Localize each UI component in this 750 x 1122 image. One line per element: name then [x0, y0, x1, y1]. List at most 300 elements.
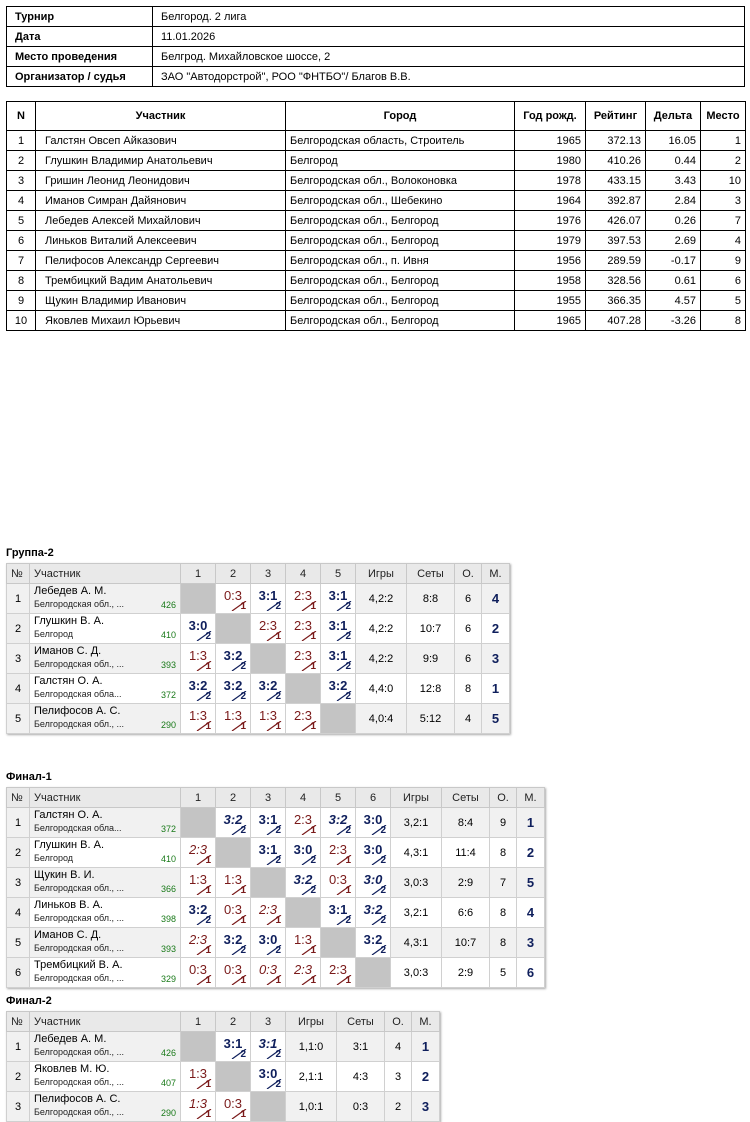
match-result-cell — [251, 838, 286, 868]
group-title: Финал-2 — [6, 995, 52, 1007]
participant-name: Щукин Владимир Иванович — [36, 291, 286, 311]
match-result-cell — [216, 868, 251, 898]
group-row — [7, 838, 545, 868]
participants-table — [6, 101, 746, 331]
match-result-cell — [321, 868, 356, 898]
match-result-cell — [181, 1062, 216, 1092]
player-name: Яковлев М. Ю. — [34, 1062, 110, 1075]
match-score: 3:1 — [258, 812, 278, 827]
participant-city: Белгородская обл., Белгород — [286, 291, 515, 311]
group-row — [7, 928, 545, 958]
col-header-points: О. — [385, 1012, 412, 1032]
points-cell: 5 — [490, 958, 517, 988]
group-row — [7, 584, 510, 614]
player-city: Белгородская обла... — [34, 822, 122, 833]
col-header-opponent: 4 — [286, 564, 321, 584]
match-score: 3:1 — [328, 902, 348, 917]
sets-cell: 8:8 — [407, 584, 455, 614]
match-score: 2:3 — [293, 812, 313, 827]
sets-cell: 12:8 — [407, 674, 455, 704]
match-result-cell — [286, 958, 321, 988]
place-cell: 5 — [482, 704, 510, 734]
match-points: 2 — [240, 1049, 246, 1060]
match-result-cell — [321, 898, 356, 928]
match-score: 3:2 — [188, 902, 208, 917]
match-score: 3:2 — [223, 932, 243, 947]
match-result-cell — [181, 704, 216, 734]
participant-city: Белгородская обл., п. Ивня — [286, 251, 515, 271]
match-score: 3:2 — [328, 678, 348, 693]
match-result-cell — [251, 958, 286, 988]
col-header-player: Участник — [30, 788, 181, 808]
match-result-cell — [251, 674, 286, 704]
match-result-cell — [181, 614, 216, 644]
participant-delta: -0.17 — [646, 251, 701, 271]
match-result-cell — [216, 674, 251, 704]
match-points: 1 — [240, 601, 246, 612]
match-score: 1:3 — [188, 1096, 208, 1111]
col-header-opponent: 5 — [321, 564, 356, 584]
participant-delta: -3.26 — [646, 311, 701, 331]
diagonal-cell — [216, 614, 251, 644]
match-result-cell — [181, 868, 216, 898]
row-number: 4 — [7, 898, 30, 928]
place-cell: 2 — [412, 1062, 440, 1092]
match-result-cell — [286, 614, 321, 644]
participant-rating: 372.13 — [586, 131, 646, 151]
points-cell: 9 — [490, 808, 517, 838]
col-header-opponent: 1 — [181, 788, 216, 808]
match-result-cell — [321, 958, 356, 988]
place-cell: 4 — [517, 898, 545, 928]
diagonal-cell — [356, 958, 391, 988]
participant-delta: 0.26 — [646, 211, 701, 231]
match-points: 2 — [345, 915, 351, 926]
participant-birth-year: 1958 — [515, 271, 586, 291]
sets-cell: 6:6 — [442, 898, 490, 928]
player-city: Белгород — [34, 852, 74, 863]
col-header-opponent: 1 — [181, 1012, 216, 1032]
info-key: Турнир — [7, 7, 153, 27]
participant-city: Белгородская обл., Белгород — [286, 211, 515, 231]
group-row — [7, 1062, 440, 1092]
match-points: 1 — [205, 661, 211, 672]
player-name: Пелифосов А. С. — [34, 1092, 121, 1105]
match-points: 1 — [310, 721, 316, 732]
sets-cell: 0:3 — [337, 1092, 385, 1122]
col-header-opponent: 4 — [286, 788, 321, 808]
match-score: 0:3 — [223, 902, 243, 917]
player-city: Белгородская обл., ... — [34, 972, 125, 983]
games-cell: 3,2:1 — [391, 808, 442, 838]
row-number: 1 — [7, 808, 30, 838]
player-city: Белгородская обл., ... — [34, 718, 125, 729]
participant-delta: 2.69 — [646, 231, 701, 251]
match-points: 1 — [205, 855, 211, 866]
col-header-place: М. — [517, 788, 545, 808]
col-header-place: М. — [482, 564, 510, 584]
match-points: 2 — [240, 825, 246, 836]
col-header-player: Участник — [36, 102, 286, 131]
col-header-games: Игры — [356, 564, 407, 584]
match-points: 2 — [205, 691, 211, 702]
match-points: 1 — [345, 885, 351, 896]
match-result-cell — [286, 808, 321, 838]
row-number: 3 — [7, 1092, 30, 1122]
participant-birth-year: 1980 — [515, 151, 586, 171]
match-score: 2:3 — [328, 962, 348, 977]
match-score: 2:3 — [293, 648, 313, 663]
match-result-cell — [286, 868, 321, 898]
player-name: Иманов С. Д. — [34, 644, 102, 657]
participant-rating: 289.59 — [586, 251, 646, 271]
match-points: 1 — [205, 975, 211, 986]
games-cell: 4,3:1 — [391, 928, 442, 958]
match-points: 1 — [205, 885, 211, 896]
player-rating: 410 — [160, 630, 176, 640]
row-number: 6 — [7, 958, 30, 988]
match-points: 2 — [380, 855, 386, 866]
games-cell: 1,1:0 — [286, 1032, 337, 1062]
col-header-delta: Дельта — [646, 102, 701, 131]
match-score: 1:3 — [258, 708, 278, 723]
group-table — [6, 787, 545, 988]
match-points: 2 — [345, 661, 351, 672]
participant-place: 10 — [701, 171, 746, 191]
sets-cell: 4:3 — [337, 1062, 385, 1092]
row-number: 3 — [7, 868, 30, 898]
col-header-opponent: 2 — [216, 564, 251, 584]
participant-number: 8 — [7, 271, 36, 291]
diagonal-cell — [251, 868, 286, 898]
match-score: 3:2 — [328, 812, 348, 827]
match-score: 1:3 — [188, 708, 208, 723]
match-score: 3:2 — [363, 902, 383, 917]
participant-delta: 16.05 — [646, 131, 701, 151]
match-result-cell — [286, 704, 321, 734]
match-score: 3:1 — [258, 588, 278, 603]
match-score: 2:3 — [293, 618, 313, 633]
match-score: 3:0 — [188, 618, 208, 633]
player-city: Белгородская обл., ... — [34, 1106, 125, 1117]
sets-cell: 2:9 — [442, 958, 490, 988]
games-cell: 3,0:3 — [391, 958, 442, 988]
match-result-cell — [321, 614, 356, 644]
participant-row — [7, 171, 746, 191]
match-points: 1 — [240, 975, 246, 986]
points-cell: 7 — [490, 868, 517, 898]
match-score: 1:3 — [293, 932, 313, 947]
col-header-opponent: 3 — [251, 564, 286, 584]
info-row-tournament — [7, 7, 745, 27]
match-points: 1 — [275, 721, 281, 732]
col-header-games: Игры — [391, 788, 442, 808]
match-points: 2 — [275, 1079, 281, 1090]
match-points: 1 — [310, 945, 316, 956]
points-cell: 8 — [455, 674, 482, 704]
player-city: Белгородская обл., ... — [34, 598, 125, 609]
participant-place: 8 — [701, 311, 746, 331]
row-number: 5 — [7, 928, 30, 958]
match-result-cell — [181, 674, 216, 704]
diagonal-cell — [251, 644, 286, 674]
player-name: Трембицкий В. А. — [34, 958, 123, 971]
participant-name: Лебедев Алексей Михайлович — [36, 211, 286, 231]
col-header-sets: Сеты — [407, 564, 455, 584]
participant-number: 7 — [7, 251, 36, 271]
participant-city: Белгородская обл., Волоконовка — [286, 171, 515, 191]
match-points: 2 — [240, 661, 246, 672]
group-row — [7, 644, 510, 674]
place-cell: 1 — [517, 808, 545, 838]
participant-birth-year: 1964 — [515, 191, 586, 211]
participant-number: 1 — [7, 131, 36, 151]
games-cell: 2,1:1 — [286, 1062, 337, 1092]
points-cell: 8 — [490, 928, 517, 958]
col-header-opponent: 2 — [216, 788, 251, 808]
diagonal-cell — [321, 928, 356, 958]
match-points: 1 — [310, 975, 316, 986]
match-result-cell — [251, 614, 286, 644]
points-cell: 6 — [455, 614, 482, 644]
info-row-date — [7, 27, 745, 47]
match-points: 2 — [275, 1049, 281, 1060]
match-points: 1 — [275, 975, 281, 986]
match-score: 3:0 — [363, 872, 383, 887]
player-rating: 372 — [160, 690, 176, 700]
player-cell — [30, 1092, 181, 1122]
diagonal-cell — [216, 838, 251, 868]
match-score: 3:0 — [258, 1066, 278, 1081]
info-key: Дата — [7, 27, 153, 47]
diagonal-cell — [181, 808, 216, 838]
col-header-opponent: 6 — [356, 788, 391, 808]
group-header-row — [7, 788, 545, 808]
match-score: 0:3 — [223, 1096, 243, 1111]
diagonal-cell — [181, 584, 216, 614]
match-result-cell — [216, 1032, 251, 1062]
player-rating: 393 — [160, 944, 176, 954]
points-cell: 8 — [490, 898, 517, 928]
participant-place: 7 — [701, 211, 746, 231]
sets-cell: 8:4 — [442, 808, 490, 838]
player-name: Линьков В. А. — [34, 898, 103, 911]
match-score: 2:3 — [293, 708, 313, 723]
match-score: 3:1 — [328, 618, 348, 633]
player-cell — [30, 928, 181, 958]
participant-city: Белгородская обл., Белгород — [286, 271, 515, 291]
row-number: 1 — [7, 584, 30, 614]
col-header-player: Участник — [30, 1012, 181, 1032]
match-score: 3:2 — [223, 812, 243, 827]
col-header-opponent: 1 — [181, 564, 216, 584]
match-result-cell — [181, 898, 216, 928]
points-cell: 4 — [385, 1032, 412, 1062]
match-result-cell — [216, 808, 251, 838]
participant-rating: 328.56 — [586, 271, 646, 291]
match-score: 2:3 — [188, 842, 208, 857]
info-value: Белгрод. Михайловское шоссе, 2 — [153, 47, 745, 67]
games-cell: 4,4:0 — [356, 674, 407, 704]
match-score: 0:3 — [188, 962, 208, 977]
match-points: 1 — [205, 721, 211, 732]
col-header-opponent: 2 — [216, 1012, 251, 1032]
player-name: Глушкин В. А. — [34, 838, 105, 851]
games-cell: 4,3:1 — [391, 838, 442, 868]
participant-number: 6 — [7, 231, 36, 251]
sets-cell: 5:12 — [407, 704, 455, 734]
participant-name: Пелифосов Александр Сергеевич — [36, 251, 286, 271]
points-cell: 8 — [490, 838, 517, 868]
participant-rating: 392.87 — [586, 191, 646, 211]
diagonal-cell — [181, 1032, 216, 1062]
match-points: 2 — [310, 855, 316, 866]
match-points: 1 — [345, 855, 351, 866]
match-result-cell — [356, 928, 391, 958]
col-header-points: О. — [490, 788, 517, 808]
match-score: 3:1 — [328, 588, 348, 603]
sets-cell: 2:9 — [442, 868, 490, 898]
points-cell: 4 — [455, 704, 482, 734]
match-score: 3:0 — [293, 842, 313, 857]
participant-delta: 4.57 — [646, 291, 701, 311]
match-result-cell — [251, 1032, 286, 1062]
match-result-cell — [181, 838, 216, 868]
participant-birth-year: 1956 — [515, 251, 586, 271]
match-result-cell — [356, 838, 391, 868]
match-score: 3:0 — [363, 812, 383, 827]
participant-place: 4 — [701, 231, 746, 251]
match-result-cell — [286, 584, 321, 614]
match-points: 2 — [275, 601, 281, 612]
match-score: 2:3 — [328, 842, 348, 857]
match-result-cell — [286, 928, 321, 958]
diagonal-cell — [286, 674, 321, 704]
player-name: Глушкин В. А. — [34, 614, 105, 627]
participant-city: Белгородская обл., Белгород — [286, 231, 515, 251]
match-points: 1 — [240, 721, 246, 732]
match-points: 2 — [345, 691, 351, 702]
match-points: 2 — [345, 825, 351, 836]
info-row-organizer — [7, 67, 745, 87]
group-row — [7, 1032, 440, 1062]
player-rating: 290 — [160, 720, 176, 730]
match-points: 2 — [275, 691, 281, 702]
match-result-cell — [356, 898, 391, 928]
player-rating: 426 — [160, 1048, 176, 1058]
match-result-cell — [321, 644, 356, 674]
group-title: Финал-1 — [6, 771, 52, 783]
col-header-sets: Сеты — [442, 788, 490, 808]
match-result-cell — [216, 704, 251, 734]
col-header-no: № — [7, 1012, 30, 1032]
player-city: Белгородская обл., ... — [34, 912, 125, 923]
player-cell — [30, 704, 181, 734]
place-cell: 6 — [517, 958, 545, 988]
match-result-cell — [251, 584, 286, 614]
match-score: 3:2 — [363, 932, 383, 947]
col-header-place: М. — [412, 1012, 440, 1032]
participant-name: Гришин Леонид Леонидович — [36, 171, 286, 191]
row-number: 2 — [7, 614, 30, 644]
participant-city: Белгородская обл., Шебекино — [286, 191, 515, 211]
match-result-cell — [321, 838, 356, 868]
place-cell: 2 — [517, 838, 545, 868]
participant-delta: 3.43 — [646, 171, 701, 191]
place-cell: 1 — [412, 1032, 440, 1062]
games-cell: 3,0:3 — [391, 868, 442, 898]
player-rating: 426 — [160, 600, 176, 610]
match-score: 0:3 — [258, 962, 278, 977]
match-points: 1 — [275, 915, 281, 926]
info-key: Организатор / судья — [7, 67, 153, 87]
match-score: 3:0 — [363, 842, 383, 857]
group-row — [7, 898, 545, 928]
match-result-cell — [216, 928, 251, 958]
place-cell: 4 — [482, 584, 510, 614]
participant-rating: 397.53 — [586, 231, 646, 251]
match-result-cell — [251, 1062, 286, 1092]
row-number: 2 — [7, 838, 30, 868]
player-city: Белгородская обла... — [34, 688, 122, 699]
match-result-cell — [216, 958, 251, 988]
player-rating: 407 — [160, 1078, 176, 1088]
participant-rating: 407.28 — [586, 311, 646, 331]
place-cell: 1 — [482, 674, 510, 704]
participant-row — [7, 231, 746, 251]
match-points: 1 — [310, 825, 316, 836]
tournament-info-table — [6, 6, 745, 87]
row-number: 3 — [7, 644, 30, 674]
match-points: 2 — [345, 601, 351, 612]
match-score: 3:0 — [258, 932, 278, 947]
match-result-cell — [321, 808, 356, 838]
match-result-cell — [251, 898, 286, 928]
match-points: 2 — [275, 825, 281, 836]
match-points: 1 — [240, 915, 246, 926]
participant-city: Белгородская область, Строитель — [286, 131, 515, 151]
place-cell: 3 — [517, 928, 545, 958]
player-city: Белгород — [34, 628, 74, 639]
group-row — [7, 1092, 440, 1122]
match-score: 0:3 — [328, 872, 348, 887]
player-cell — [30, 674, 181, 704]
group-title: Группа-2 — [6, 547, 54, 559]
match-score: 3:2 — [258, 678, 278, 693]
diagonal-cell — [286, 898, 321, 928]
participant-place: 9 — [701, 251, 746, 271]
player-cell — [30, 868, 181, 898]
match-points: 2 — [380, 825, 386, 836]
match-score: 2:3 — [258, 902, 278, 917]
player-city: Белгородская обл., ... — [34, 1076, 125, 1087]
participant-place: 6 — [701, 271, 746, 291]
sets-cell: 9:9 — [407, 644, 455, 674]
player-cell — [30, 808, 181, 838]
col-header-place: Место — [701, 102, 746, 131]
match-points: 2 — [205, 915, 211, 926]
match-result-cell — [216, 644, 251, 674]
participant-number: 5 — [7, 211, 36, 231]
participant-row — [7, 151, 746, 171]
participant-place: 1 — [701, 131, 746, 151]
match-score: 2:3 — [293, 588, 313, 603]
participant-name: Линьков Виталий Алексеевич — [36, 231, 286, 251]
match-result-cell — [251, 704, 286, 734]
player-cell — [30, 644, 181, 674]
player-city: Белгородская обл., ... — [34, 658, 125, 669]
participant-number: 4 — [7, 191, 36, 211]
